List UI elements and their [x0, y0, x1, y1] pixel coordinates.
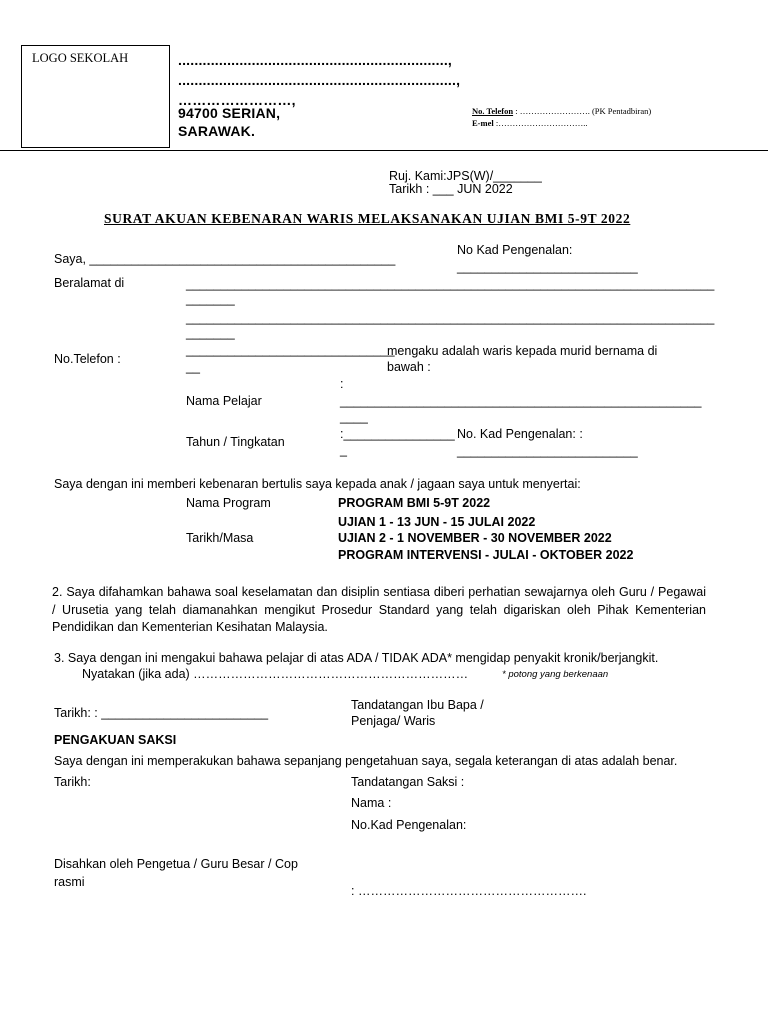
nama-pelajar-line-b: ____ [340, 410, 368, 424]
mengaku-text: mengaku adalah waris kepada murid bernama di [387, 344, 658, 358]
clause-3-line-1: 3. Saya dengan ini mengakui bahawa pelajar di atas ADA / TIDAK ADA* mengidap penyakit kronik/berjangkit. [54, 651, 659, 665]
address-input-line-2: ____________________________________________________________________________ [186, 311, 715, 325]
strike-note: * potong yang berkenaan [502, 669, 609, 680]
witness-statement: Saya dengan ini memperakukan bahawa sepanjang pengetahuan saya, segala keterangan di atas adalah benar. [54, 754, 678, 768]
address-postcode-town: 94700 SERIAN, [178, 105, 281, 121]
no-kad-pelajar-label: No. Kad Pengenalan: : [457, 427, 583, 441]
telefon-line-b: __ [186, 360, 200, 374]
address-line-3: ……………………, [178, 92, 296, 108]
parent-signature-label-2: Penjaga/ Waris [351, 714, 436, 728]
tahun-label: Tahun / Tingkatan [186, 435, 285, 449]
witness-name-label: Nama : [351, 796, 392, 810]
document-title: SURAT AKUAN KEBENARAN WARIS MELAKSANAKAN UJIAN BMI 5-9T 2022 [104, 211, 631, 226]
address-state: SARAWAK. [178, 123, 256, 139]
ujian-2: UJIAN 2 - 1 NOVEMBER - 30 NOVEMBER 2022 [338, 531, 612, 545]
saya-line: Saya, ____________________________________________ [54, 252, 396, 266]
verification-line-1: Disahkan oleh Pengetua / Guru Besar / Cop [54, 857, 298, 871]
witness-signature-label: Tandatangan Saksi : [351, 775, 465, 789]
tahun-line-b: _ [340, 443, 347, 457]
verification-signature-dots: : ………………………………………………. [351, 884, 587, 898]
program-intervensi: PROGRAM INTERVENSI - JULAI - OKTOBER 2022 [338, 548, 634, 562]
program-value: PROGRAM BMI 5-9T 2022 [338, 496, 491, 510]
ujian-1: UJIAN 1 - 13 JUN - 15 JULAI 2022 [338, 515, 536, 529]
reference-number: Ruj. Kami:JPS(W)/_______ [389, 169, 542, 183]
beralamat-label: Beralamat di [54, 276, 125, 290]
parent-date: Tarikh: : ________________________ [54, 706, 269, 720]
phone-label: No. Telefon [472, 106, 514, 116]
no-kad-label: No Kad Pengenalan: [457, 243, 573, 257]
school-email [472, 118, 587, 128]
clause-3-line-2: Nyatakan (jika ada) ………………………………………………………… [82, 667, 469, 681]
address-input-line-1: ____________________________________________________________________________ [186, 277, 715, 291]
address-line-2: ...................................................................., [178, 72, 461, 88]
nama-pelajar-line: ____________________________________________________ [340, 394, 702, 408]
logo-label: LOGO SEKOLAH [32, 51, 129, 65]
witness-heading: PENGAKUAN SAKSI [54, 733, 177, 747]
tahun-line: :________________ [340, 427, 455, 441]
no-kad-pelajar-line: __________________________ [457, 444, 638, 458]
email-label: E-mel [472, 118, 494, 128]
no-kad-line: __________________________ [457, 260, 638, 274]
school-logo-placeholder [21, 45, 170, 148]
address-input-line-2b: _______ [186, 326, 235, 340]
tarikh-masa-label: Tarikh/Masa [186, 531, 254, 545]
nama-pelajar-label: Nama Pelajar [186, 394, 262, 408]
parent-signature-label-1: Tandatangan Ibu Bapa / [351, 698, 484, 712]
telefon-line: ______________________________ [186, 343, 395, 357]
email-value: :………………………….. [495, 118, 588, 128]
telefon-label: No.Telefon : [54, 352, 121, 366]
bawah-text: bawah : [387, 360, 431, 374]
phone-value: : ……………………. (PK Pentadbiran) [515, 106, 652, 116]
address-input-line-1b: _______ [186, 292, 235, 306]
nama-pelajar-colon: : [340, 377, 344, 391]
header-divider [0, 150, 768, 151]
reference-date: Tarikh : ___ JUN 2022 [389, 182, 513, 196]
program-label: Nama Program [186, 496, 271, 510]
witness-ic-label: No.Kad Pengenalan: [351, 818, 467, 832]
address-line-1: .................................................................., [178, 52, 453, 68]
school-phone [472, 106, 651, 116]
verification-line-2: rasmi [54, 875, 85, 889]
witness-date: Tarikh: [54, 775, 91, 789]
clause-2: 2. Saya difahamkan bahawa soal keselamatan dan disiplin sentiasa diberi perhatian sewajarnya oleh Guru / Pegawai / Urusetia yang telah diamanahkan mengikut Prosedur Standard yang telah digariskan oleh Pihak Kementerian Pendidikan dan Kementerian Kesihatan Malaysia. [52, 585, 706, 634]
permission-intro: Saya dengan ini memberi kebenaran bertulis saya kepada anak / jagaan saya untuk menyertai: [54, 477, 581, 491]
